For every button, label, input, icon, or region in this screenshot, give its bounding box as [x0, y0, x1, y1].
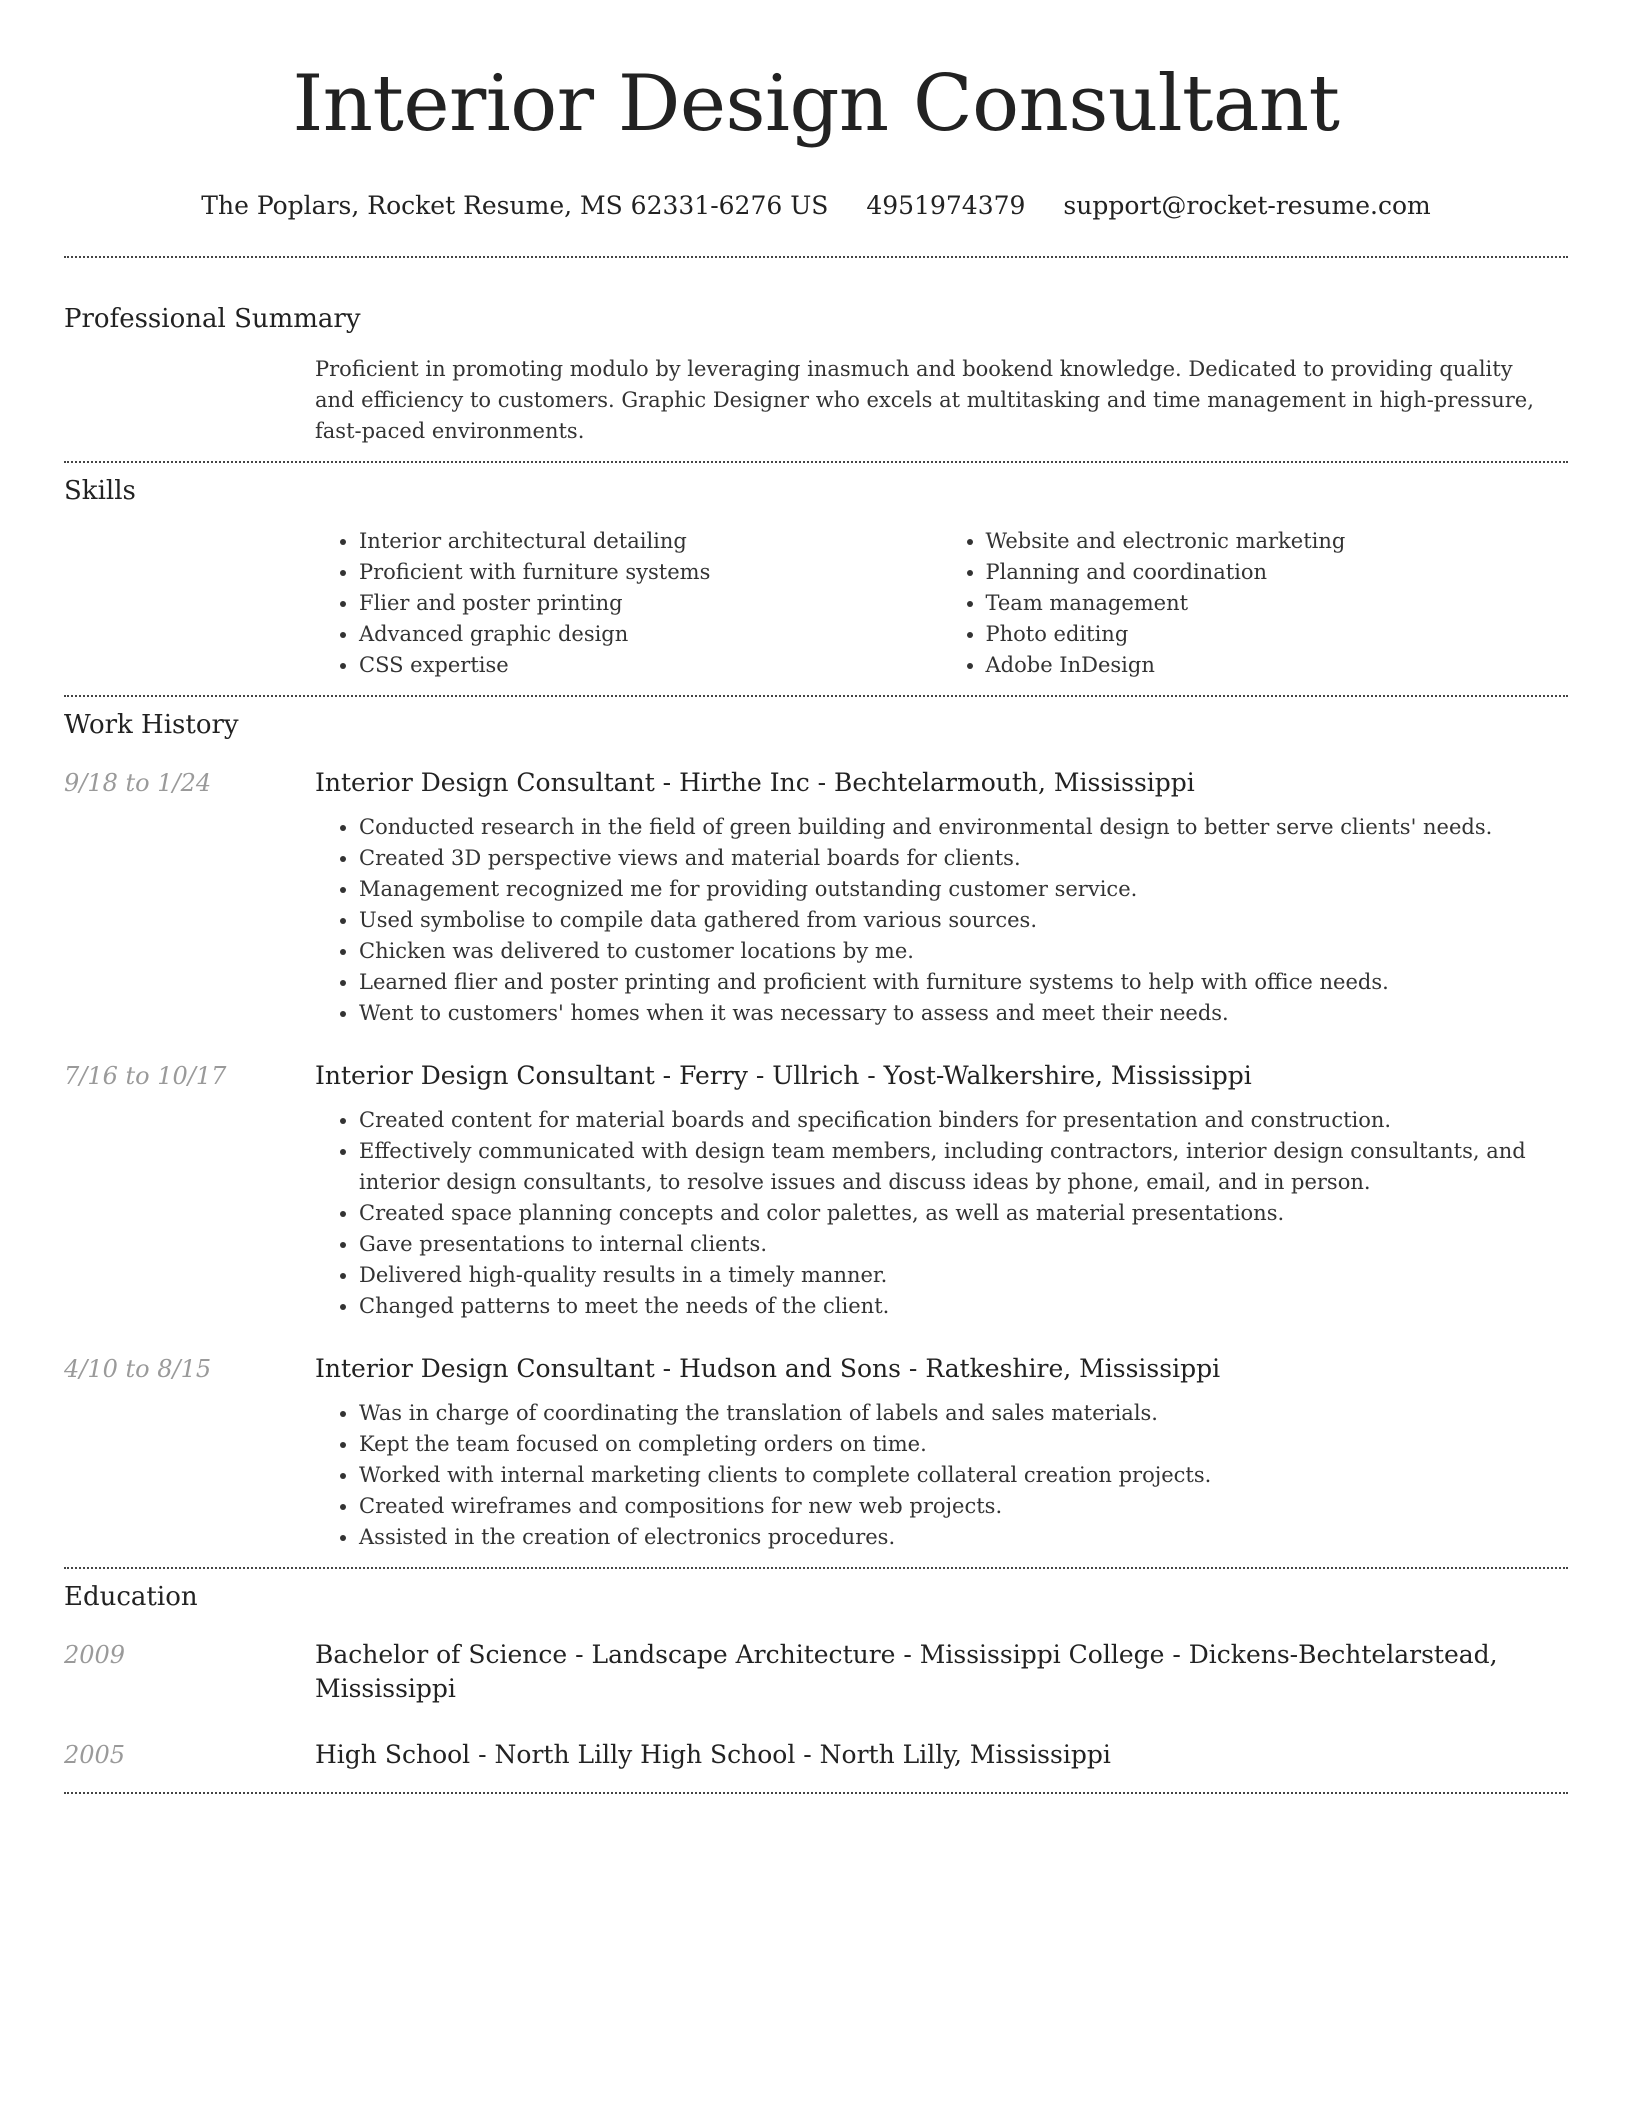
skill-item: • Interior architectural detailing [359, 526, 942, 557]
job-bullet: • Used symbolise to compile data gathered from various sources. [359, 905, 1568, 936]
job-bullet: • Created space planning concepts and color palettes, as well as material presentations. [359, 1198, 1568, 1229]
job-heading: Interior Design Consultant - Hirthe Inc - Bechtelarmouth, Mississippi [315, 768, 1195, 797]
job-bullet: • Conducted research in the field of green building and environmental design to better serve clients' needs. [359, 812, 1568, 843]
skill-item: • Website and electronic marketing [986, 526, 1569, 557]
skills-title: Skills [64, 476, 136, 506]
job-bullet: • Created wireframes and compositions for new web projects. [359, 1491, 1568, 1522]
job-heading: Interior Design Consultant - Hudson and Sons - Ratkeshire, Mississippi [315, 1354, 1221, 1383]
education-title: Education [64, 1582, 198, 1612]
job-bullet: • Management recognized me for providing outstanding customer service. [359, 874, 1568, 905]
job-bullet: • Worked with internal marketing clients to complete collateral creation projects. [359, 1460, 1568, 1491]
resume-name: Interior Design Consultant [292, 59, 1340, 149]
education-year: 2005 [64, 1741, 126, 1769]
job-bullet: • Delivered high-quality results in a timely manner. [359, 1260, 1568, 1291]
education-detail: Bachelor of Science - Landscape Architecture - Mississippi College - Dickens-Bechtelarstead, Mississippi [315, 1640, 1498, 1703]
job-bullet: • Was in charge of coordinating the translation of labels and sales materials. [359, 1398, 1568, 1429]
education-detail: High School - North Lilly High School - North Lilly, Mississippi [315, 1740, 1111, 1769]
skills-list-right [942, 526, 1569, 681]
job-bullets [315, 812, 1568, 1029]
education-year: 2009 [64, 1641, 126, 1669]
contact-email: support@rocket-resume.com [1063, 191, 1431, 220]
job-bullets [315, 1105, 1568, 1322]
education-section [64, 1569, 1568, 1792]
skills-spacer [64, 526, 315, 681]
skill-item: • Adobe InDesign [986, 650, 1569, 681]
job-bullet: • Gave presentations to internal clients. [359, 1229, 1568, 1260]
job-bullet: • Effectively communicated with design team members, including contractors, interior design consultants, and interior design consultants, to resolve issues and discuss ideas by phone, email, and in person. [359, 1136, 1568, 1198]
summary-spacer [64, 354, 315, 447]
summary-section [64, 258, 1568, 461]
education-entry [64, 1738, 1568, 1772]
work-title: Work History [64, 710, 239, 740]
job-bullet: • Learned flier and poster printing and proficient with furniture systems to help with office needs. [359, 967, 1568, 998]
education-entry [64, 1638, 1568, 1706]
contact-phone: 4951974379 [866, 191, 1026, 220]
skill-item: • Planning and coordination [986, 557, 1569, 588]
summary-title: Professional Summary [64, 304, 361, 334]
skills-list-left [315, 526, 942, 681]
job-dates: 9/18 to 1/24 [64, 769, 212, 797]
education-divider [64, 1792, 1568, 1794]
summary-text: Proficient in promoting modulo by leveraging inasmuch and bookend knowledge. Dedicated to providing quality and efficiency to customers. Graphic Designer who excels at multitasking and time management in high-pressure, fast-paced environments. [315, 357, 1534, 443]
contact-line [64, 186, 1568, 226]
skills-grid [315, 526, 1568, 681]
work-section [64, 697, 1568, 1567]
job-bullet: • Assisted in the creation of electronics procedures. [359, 1522, 1568, 1553]
job-entry [64, 766, 1568, 1029]
job-dates: 4/10 to 8/15 [64, 1355, 212, 1383]
job-bullet: • Went to customers' homes when it was necessary to assess and meet their needs. [359, 998, 1568, 1029]
contact-address: The Poplars, Rocket Resume, MS 62331-6276 US [201, 191, 829, 220]
job-bullet: • Kept the team focused on completing orders on time. [359, 1429, 1568, 1460]
skill-item: • Team management [986, 588, 1569, 619]
skill-item: • Photo editing [986, 619, 1569, 650]
job-entry [64, 1352, 1568, 1553]
job-entry [64, 1059, 1568, 1322]
job-bullets [315, 1398, 1568, 1553]
job-heading: Interior Design Consultant - Ferry - Ullrich - Yost-Walkershire, Mississippi [315, 1061, 1252, 1090]
job-bullet: • Created 3D perspective views and material boards for clients. [359, 843, 1568, 874]
job-bullet: • Changed patterns to meet the needs of the client. [359, 1291, 1568, 1322]
skill-item: • Advanced graphic design [359, 619, 942, 650]
skill-item: • Flier and poster printing [359, 588, 942, 619]
skill-item: • CSS expertise [359, 650, 942, 681]
job-dates: 7/16 to 10/17 [64, 1062, 227, 1090]
job-bullet: • Created content for material boards and specification binders for presentation and construction. [359, 1105, 1568, 1136]
skills-section [64, 463, 1568, 695]
job-bullet: • Chicken was delivered to customer locations by me. [359, 936, 1568, 967]
skill-item: • Proficient with furniture systems [359, 557, 942, 588]
